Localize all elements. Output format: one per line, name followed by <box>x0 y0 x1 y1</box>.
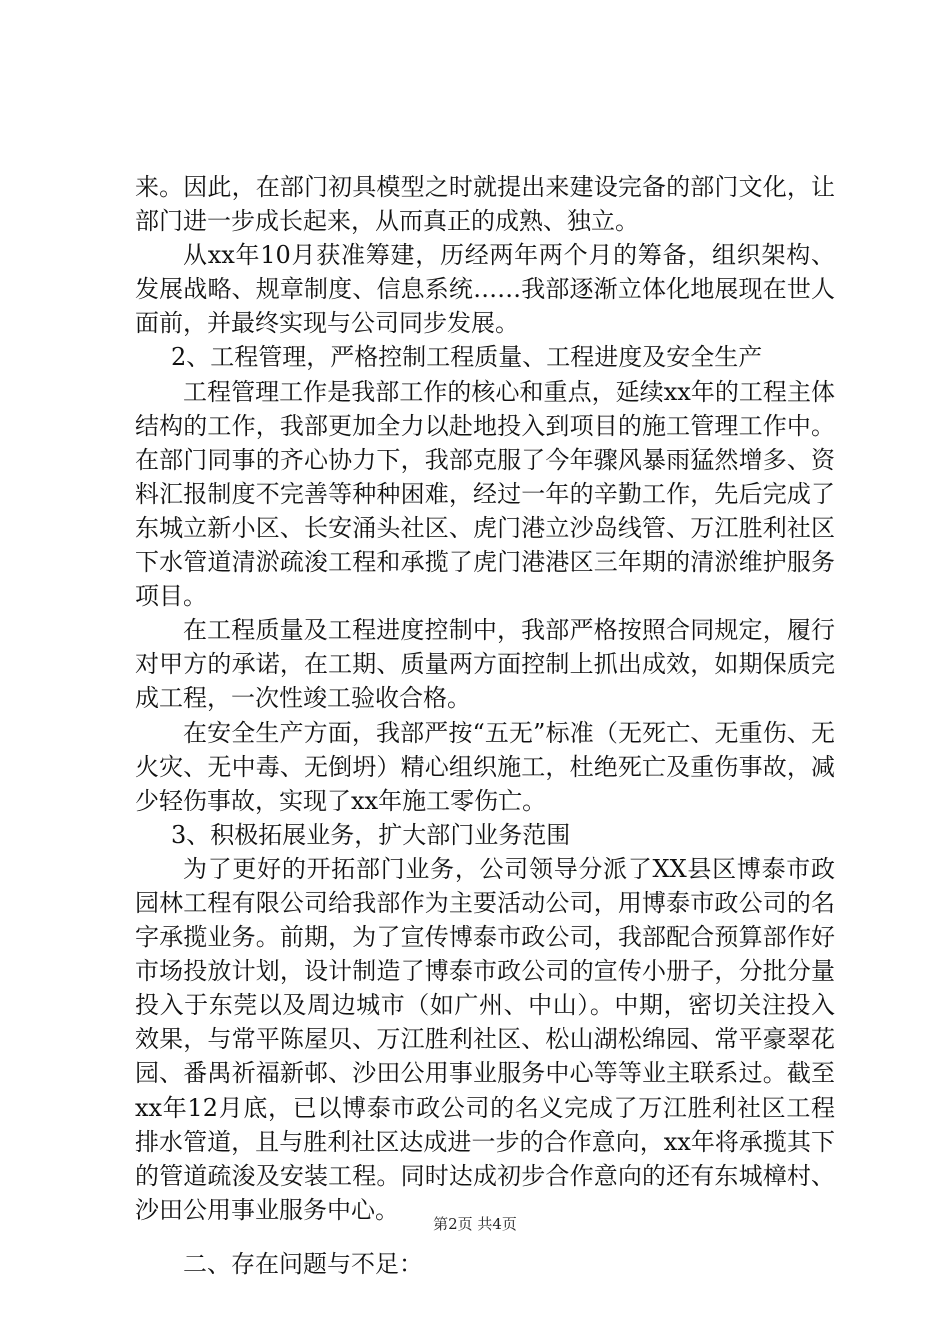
paragraph-quality-progress: 在工程质量及工程进度控制中，我部严格按照合同规定，履行对甲方的承诺，在工期、质量两方面控制上抓出成效，如期保质完成工程，一次性竣工验收合格。 <box>135 616 835 713</box>
paragraph-business-expansion: 为了更好的开拓部门业务，公司领导分派了XX县区博泰市政园林工程有限公司给我部作为主要活动公司，用博泰市政公司的名字承揽业务。前期，为了宣传博泰市政公司，我部配合预算部作好市场投放计划，设计制造了博泰市政公司的宣传小册子，分批分量投入于东莞以及周边城市（如广州、中山）。中期，密切关注投入效果，与常平陈屋贝、万江胜利社区、松山湖松绵园、常平豪翠花园、番禺祈福新邨、沙田公用事业服务中心等等业主联系过。截至xx年12月底，已以博泰市政公司的名义完成了万江胜利社区工程排水管道，且与胜利社区达成进一步的合作意向，xx年将承揽其下的管道疏浚及安装工程。同时达成初步合作意向的还有东城樟村、沙田公用事业服务中心。 <box>135 854 835 1224</box>
paragraph-continuation: 来。因此，在部门初具模型之时就提出来建设完备的部门文化，让部门进一步成长起来，从而真正的成熟、独立。 <box>135 173 835 236</box>
paragraph-engineering-core: 工程管理工作是我部工作的核心和重点，延续xx年的工程主体结构的工作，我部更加全力以赴地投入到项目的施工管理工作中。在部门同事的齐心协力下，我部克服了今年骤风暴雨猛然增多、资料汇报制度不完善等种种困难，经过一年的辛勤工作，先后完成了东城立新小区、长安涌头社区、虎门港立沙岛线管、万江胜利社区下水管道清淤疏浚工程和承揽了虎门港港区三年期的清淤维护服务项目。 <box>135 377 835 611</box>
document-body <box>135 170 835 1289</box>
page-number-footer: 第2页 共4页 <box>433 1215 517 1233</box>
subheading-business-expansion: 3、积极拓展业务，扩大部门业务范围 <box>171 820 571 849</box>
section-heading-problems: 二、存在问题与不足： <box>183 1249 423 1278</box>
subheading-engineering-management: 2、工程管理，严格控制工程质量、工程进度及安全生产 <box>171 343 763 372</box>
paragraph-safety: 在安全生产方面，我部严按“五无”标准（无死亡、无重伤、无火灾、无中毒、无倒坍）精心组织施工，杜绝死亡及重伤事故，减少轻伤事故，实现了xx年施工零伤亡。 <box>135 718 835 815</box>
paragraph-preparation: 从xx年10月获准筹建，历经两年两个月的筹备，组织架构、发展战略、规章制度、信息系统……我部逐渐立体化地展现在世人面前，并最终实现与公司同步发展。 <box>135 241 835 338</box>
